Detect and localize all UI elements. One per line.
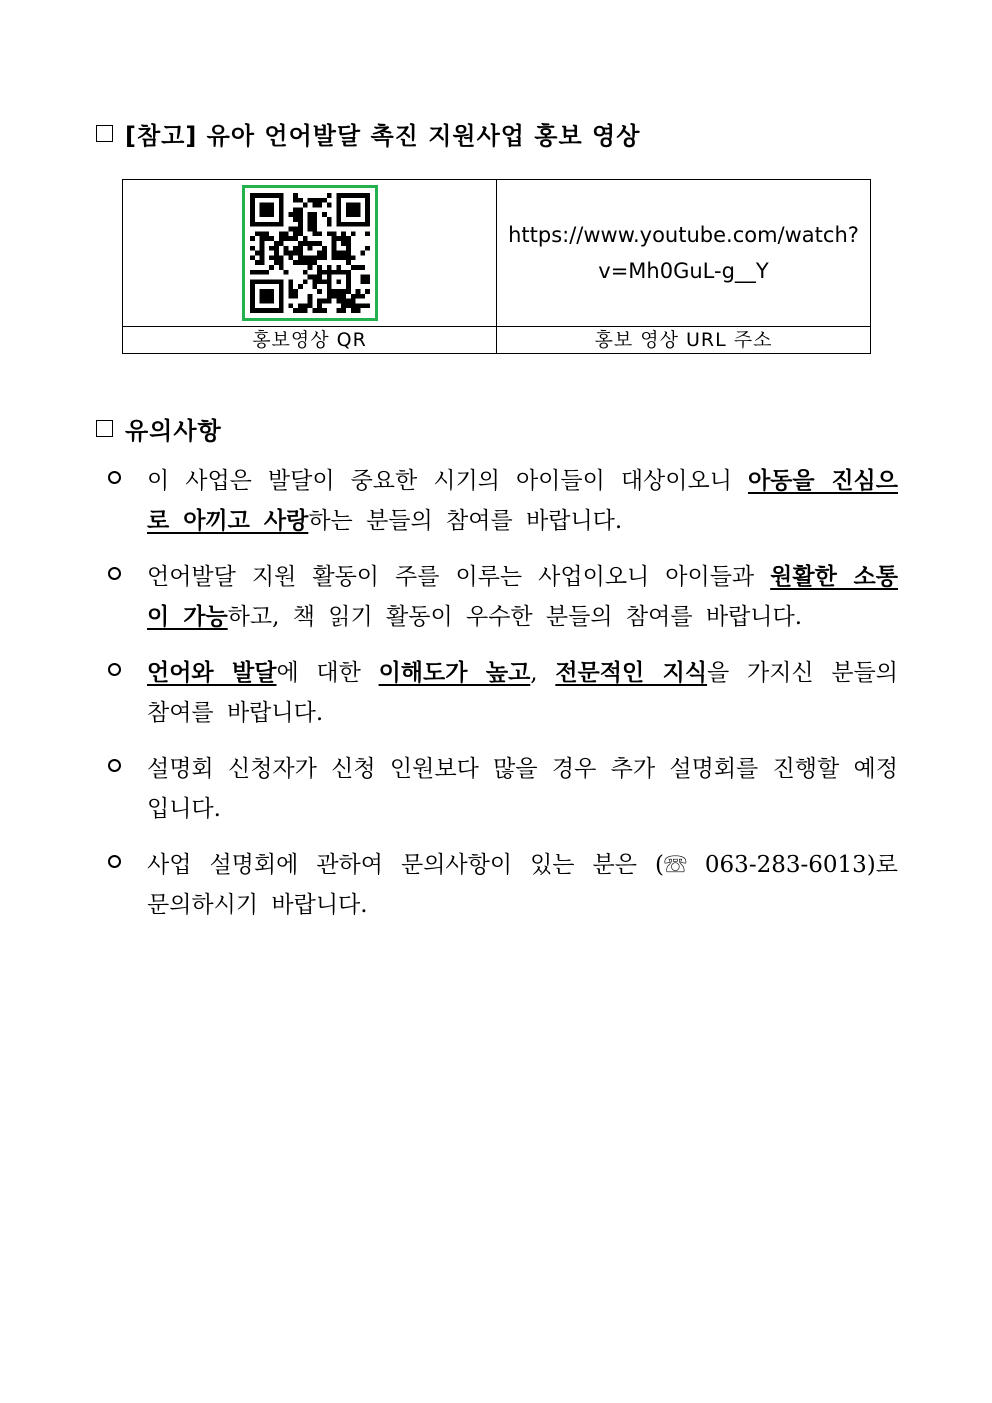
note-text-plain: 하는 분들의 참여를 바랍니다. — [308, 508, 623, 534]
note-text — [147, 557, 898, 637]
note-text-plain: 이 사업은 발달이 중요한 시기의 아이들이 대상이오니 — [147, 468, 748, 494]
qr-code-icon — [250, 193, 370, 313]
url-cell[interactable] — [497, 180, 871, 327]
note-text-plain: 하고, 책 읽기 활동이 우수한 분들의 참여를 바랍니다. — [227, 604, 803, 630]
section-heading-promo — [96, 116, 640, 151]
note-item — [108, 557, 898, 637]
url-line-2[interactable]: v=Mh0GuL-g__Y — [598, 259, 769, 283]
checkbox-square-icon — [96, 420, 113, 437]
section-title-promo: [참고] 유아 언어발달 촉진 지원사업 홍보 영상 — [125, 122, 641, 150]
note-text: 설명회 신청자가 신청 인원보다 많을 경우 추가 설명회를 진행할 예정입니다. — [147, 756, 898, 822]
note-text-emphasis: 언어와 발달 — [147, 660, 277, 686]
circle-bullet-icon — [108, 759, 121, 772]
circle-bullet-icon — [108, 471, 121, 484]
note-item — [108, 845, 898, 925]
section-title-notes: 유의사항 — [125, 417, 222, 445]
note-text — [147, 461, 898, 541]
url-caption: 홍보 영상 URL 주소 — [497, 327, 871, 354]
note-text-plain: 언어발달 지원 활동이 주를 이루는 사업이오니 아이들과 — [147, 564, 771, 590]
note-item — [108, 749, 898, 829]
note-text-emphasis: 원활한 소통이 가능 — [147, 564, 898, 630]
note-text-plain: , — [530, 660, 556, 686]
circle-bullet-icon — [108, 567, 121, 580]
note-text — [147, 653, 898, 733]
note-item — [108, 653, 898, 733]
note-text-emphasis: 이해도가 높고 — [378, 660, 531, 686]
url-line-1[interactable]: https://www.youtube.com/watch? — [508, 223, 859, 247]
note-text-emphasis: 아동을 진심으로 아끼고 사랑 — [147, 468, 898, 534]
circle-bullet-icon — [108, 663, 121, 676]
qr-code-cell — [123, 180, 497, 327]
qr-caption: 홍보영상 QR — [123, 327, 497, 354]
checkbox-square-icon — [96, 125, 113, 142]
promo-video-table — [122, 179, 871, 354]
note-item — [108, 461, 898, 541]
note-text-plain: 을 가지신 분들의 참여를 바랍니다. — [147, 660, 898, 726]
note-text: 사업 설명회에 관하여 문의사항이 있는 분은 (☏ 063-283-6013)로 문의하시기 바랍니다. — [147, 852, 898, 918]
note-text-plain: 에 대한 — [276, 660, 379, 686]
circle-bullet-icon — [108, 855, 121, 868]
note-text-emphasis: 전문적인 지식 — [555, 660, 708, 686]
qr-code[interactable] — [242, 185, 378, 321]
section-heading-notes — [96, 411, 222, 446]
